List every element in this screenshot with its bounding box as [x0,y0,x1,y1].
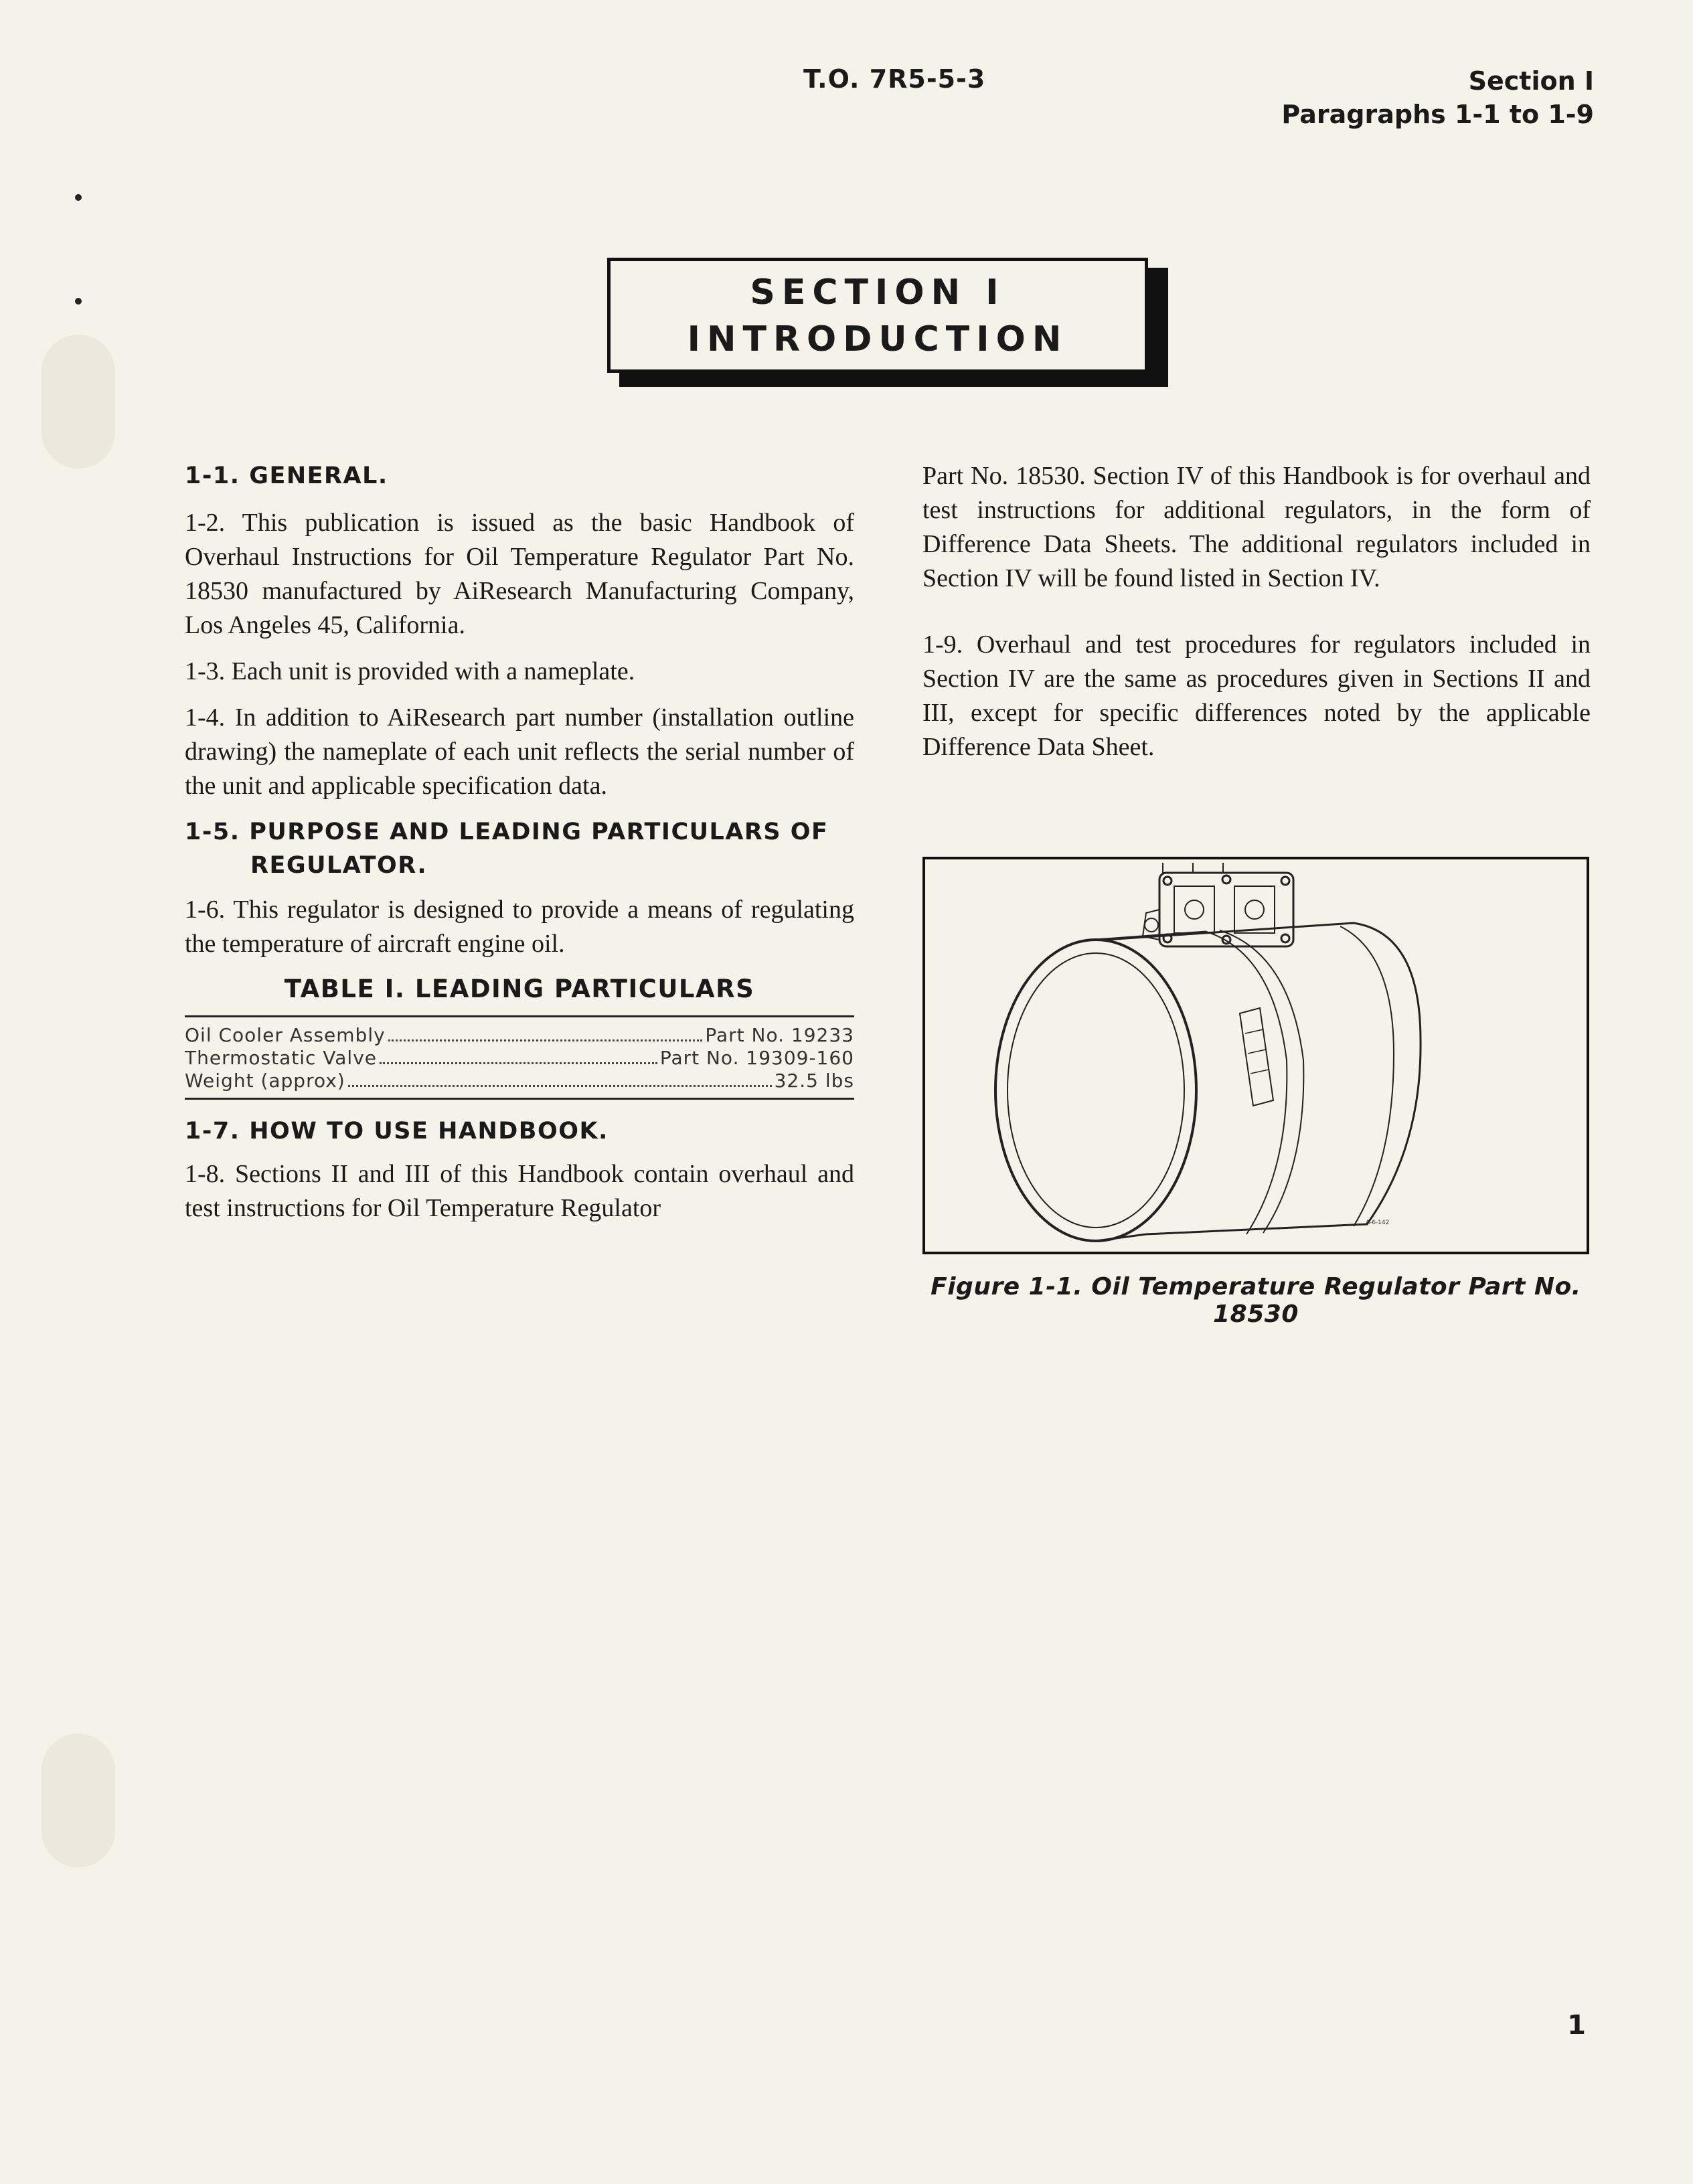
left-column [185,459,854,1226]
table-row [185,1047,854,1070]
heading-1-7: 1-7. HOW TO USE HANDBOOK. [185,1118,609,1145]
figure-reference-code: A-6-142 [1366,1220,1390,1226]
header-paragraphs: Paragraphs 1-1 to 1-9 [1281,100,1594,129]
table-row-value: Part No. 19233 [705,1024,854,1046]
table-row-value: 32.5 lbs [774,1070,854,1092]
dot-leader [388,1039,703,1041]
paragraph-1-8: 1-8. Sections II and III of this Handbook contain overhaul and test instructions for Oil Temperature Regulator [185,1160,854,1222]
figure-caption: Figure 1-1. Oil Temperature Regulator Part No. 18530 [931,1273,1581,1328]
heading-1-5-line2: REGULATOR. [250,852,428,879]
figure-frame [922,857,1589,1254]
leading-particulars-table [185,1015,854,1100]
table-row-value: Part No. 19309-160 [659,1047,854,1069]
right-column [922,459,1591,764]
section-title-line1: SECTION I [750,272,1005,313]
paragraph-1-2: 1-2. This publication is issued as the basic Handbook of Overhaul Instructions for Oil Temperature Regulator Part No. 18530 manufactured by AiResearch Manufacturing Company, Los Angeles 45, California. [185,509,854,639]
heading-1-1: 1-1. GENERAL. [185,463,388,489]
section-title-box [607,258,1148,373]
table-row-label: Thermostatic Valve [185,1047,377,1069]
margin-dot [75,194,82,201]
table-title: TABLE I. LEADING PARTICULARS [284,975,755,1003]
document-number: T.O. 7R5-5-3 [803,64,986,94]
page-number: 1 [1567,2010,1586,2041]
binder-hole-top [42,335,115,469]
header-section-info [1281,64,1594,131]
paragraph-1-3: 1-3. Each unit is provided with a nameplate. [185,657,635,685]
heading-1-5-line1: 1-5. PURPOSE AND LEADING PARTICULARS OF [185,819,829,845]
dot-leader [380,1062,657,1064]
heading-1-5 [185,815,854,882]
binder-hole-bottom [42,1734,115,1867]
table-row-label: Oil Cooler Assembly [185,1024,386,1046]
dot-leader [348,1085,772,1087]
table-row [185,1024,854,1047]
table-row-label: Weight (approx) [185,1070,345,1092]
oil-temperature-regulator-illustration [925,859,1587,1252]
paragraph-1-6: 1-6. This regulator is designed to provide a means of regulating the temperature of aircraft engine oil. [185,896,854,958]
section-title-line2: INTRODUCTION [687,319,1068,359]
margin-dot [75,298,82,305]
paragraph-1-8-continued: Part No. 18530. Section IV of this Handbook is for overhaul and test instructions for additional regulators, in the form of Difference Data Sheets. The additional regulators included in Section IV will be found listed in Section IV. [922,462,1591,592]
table-row [185,1070,854,1092]
header-section: Section I [1468,66,1594,96]
paragraph-1-4: 1-4. In addition to AiResearch part number (installation outline drawing) the nameplate of each unit reflects the serial number of the unit and applicable specification data. [185,703,854,800]
paragraph-1-9: 1-9. Overhaul and test procedures for regulators included in Section IV are the same as procedures given in Sections II and III, except for specific differences noted by the applicable Difference Data Sheet. [922,631,1591,761]
